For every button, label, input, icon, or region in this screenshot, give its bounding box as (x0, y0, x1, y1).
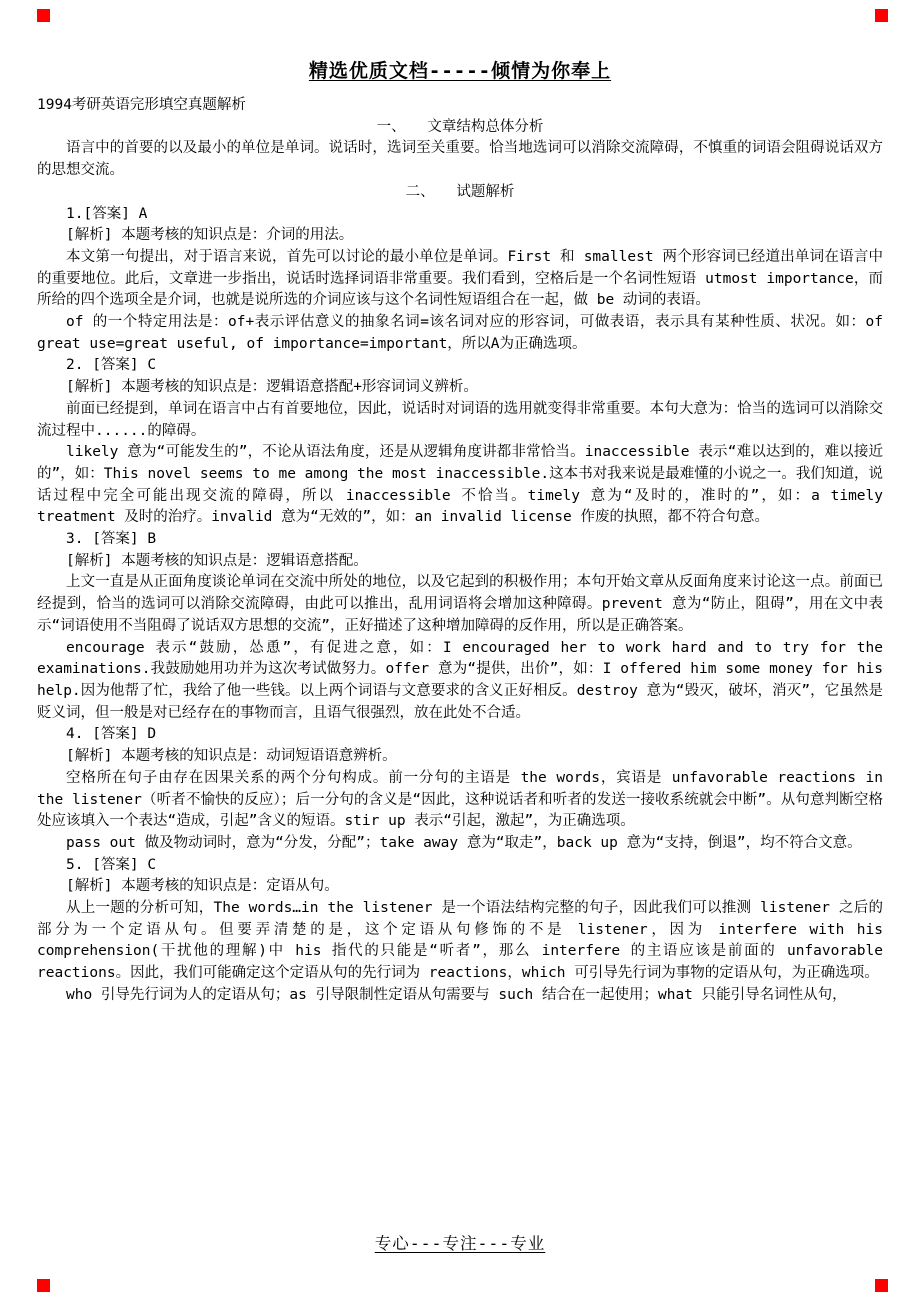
paragraph: [解析] 本题考核的知识点是：介词的用法。 (66, 227, 354, 244)
page-footer-text: 专心---专注---专业 (374, 1234, 546, 1253)
corner-mark-top-right (875, 9, 888, 22)
paragraph: pass out 做及物动词时，意为“分发，分配”；take away 意为“取走”，back up 意为“支持，倒退”，均不符合文意。 (66, 834, 862, 851)
paragraph: [解析] 本题考核的知识点是：逻辑语意搭配+形容词词义辨析。 (66, 379, 478, 396)
paragraph: of 的一个特定用法是：of+表示评估意义的抽象名词=该名词对应的形容词，可做表语，表示具有某种性质、状况。如：of great use=great useful, of importance=important，所以A为正确选项。 (37, 314, 883, 352)
page-header-text: 精选优质文档-----倾情为你奉上 (308, 60, 612, 82)
paragraph: 上文一直是从正面角度谈论单词在交流中所处的地位，以及它起到的积极作用；本句开始文章从反面角度来讨论这一点。前面已经提到，恰当的选词可以消除交流障碍，由此可以推出，乱用词语将会增加这种障碍。prevent 意为“防止，阻碍”，用在文中表示“词语使用不当阻碍了说话双方思想的交流”，正好描述了这种增加障碍的反作用，所以是正确答案。 (37, 574, 883, 634)
corner-mark-bottom-right (875, 1279, 888, 1292)
paragraph: 从上一题的分析可知，The words…in the listener 是一个语法结构完整的句子，因此我们可以推测 listener 之后的部分为一个定语从句。但要弄清楚的是，这个定语从句修饰的不是 listener，因为 interfere with his comprehension(干扰他的理解)中 his 指代的只能是“听者”，那么 interfere 的主语应该是前面的 unfavorable reactions。因此，我们可能确定这个定语从句的先行词为 reactions，which 可引导先行词为事物的定语从句，为正确选项。 (37, 900, 883, 982)
paragraph: 4. [答案] D (66, 726, 157, 743)
section-heading: 二、 试题解析 (405, 183, 515, 200)
paragraph: [解析] 本题考核的知识点是：动词短语语意辨析。 (66, 748, 397, 765)
paragraph: 前面已经提到，单词在语言中占有首要地位，因此，说话时对词语的选用就变得非常重要。本句大意为：恰当的选词可以消除交流过程中......的障碍。 (37, 400, 883, 439)
paragraph: [解析] 本题考核的知识点是：逻辑语意搭配。 (66, 552, 368, 569)
paragraph: 3. [答案] B (66, 531, 157, 548)
page-footer (0, 1230, 920, 1254)
corner-mark-bottom-left (37, 1279, 50, 1292)
paragraph: 本文第一句提出，对于语言来说，首先可以讨论的最小单位是单词。First 和 smallest 两个形容词已经道出单词在语言中的重要地位。此后，文章进一步指出，说话时选择词语非常重要。我们看到，空格后是一个名词性短语 utmost importance，而所给的四个选项全是介词，也就是说所选的介词应该与这个名词性短语组合在一起，做 be 动词的表语。 (37, 248, 883, 309)
page-header (0, 0, 920, 83)
paragraph: likely 意为“可能发生的”，不论从语法角度，还是从逻辑角度讲都非常恰当。inaccessible 表示“难以达到的，难以接近的”，如：This novel seems to me among the most inaccessible.这本书对我来说是最难懂的小说之一。我们知道，说话过程中完全可能出现交流的障碍，所以 inaccessible 不恰当。timely 意为“及时的，准时的”，如：a timely treatment 及时的治疗。invalid 意为“无效的”，如：an invalid license 作废的执照，都不符合句意。 (37, 444, 883, 526)
corner-mark-top-left (37, 9, 50, 22)
section-heading: 一、 文章结构总体分析 (376, 118, 544, 135)
document-title: 1994考研英语完形填空真题解析 (37, 97, 246, 113)
paragraph: [解析] 本题考核的知识点是：定语从句。 (66, 878, 339, 895)
paragraph: 空格所在句子由存在因果关系的两个分句构成。前一分句的主语是 the words，宾语是 unfavorable reactions in the listener（听者不愉快的反应）；后一分句的含义是“因此，这种说话者和听者的发送一接收系统就会中断”。从句意判断空格处应该填入一个表达“造成，引起”含义的短语。stir up 表示“引起，激起”，为正确选项。 (37, 769, 883, 830)
paragraph: encourage 表示“鼓励，怂恿”，有促进之意，如：I encouraged her to work hard and to try for the examinations.我鼓励她用功并为这次考试做努力。offer 意为“提供，出价”，如：I offered him some money for his help.因为他帮了忙，我给了他一些钱。以上两个词语与文意要求的含义正好相反。destroy 意为“毁灭，破坏，消灭”，它虽然是贬义词，但一般是对已经存在的事物而言，且语气很强烈，放在此处不合适。 (37, 639, 883, 721)
paragraph: 2. [答案] C (66, 357, 157, 374)
paragraph: who 引导先行词为人的定语从句；as 引导限制性定语从句需要与 such 结合在一起使用；what 只能引导名词性从句， (66, 986, 847, 1003)
document-body (37, 95, 883, 1007)
paragraph: 语言中的首要的以及最小的单位是单词。说话时，选词至关重要。恰当地选词可以消除交流障碍，不慎重的词语会阻碍说话双方的思想交流。 (37, 140, 883, 179)
paragraph: 5. [答案] C (66, 856, 157, 873)
paragraph: 1.[答案] A (66, 205, 148, 222)
